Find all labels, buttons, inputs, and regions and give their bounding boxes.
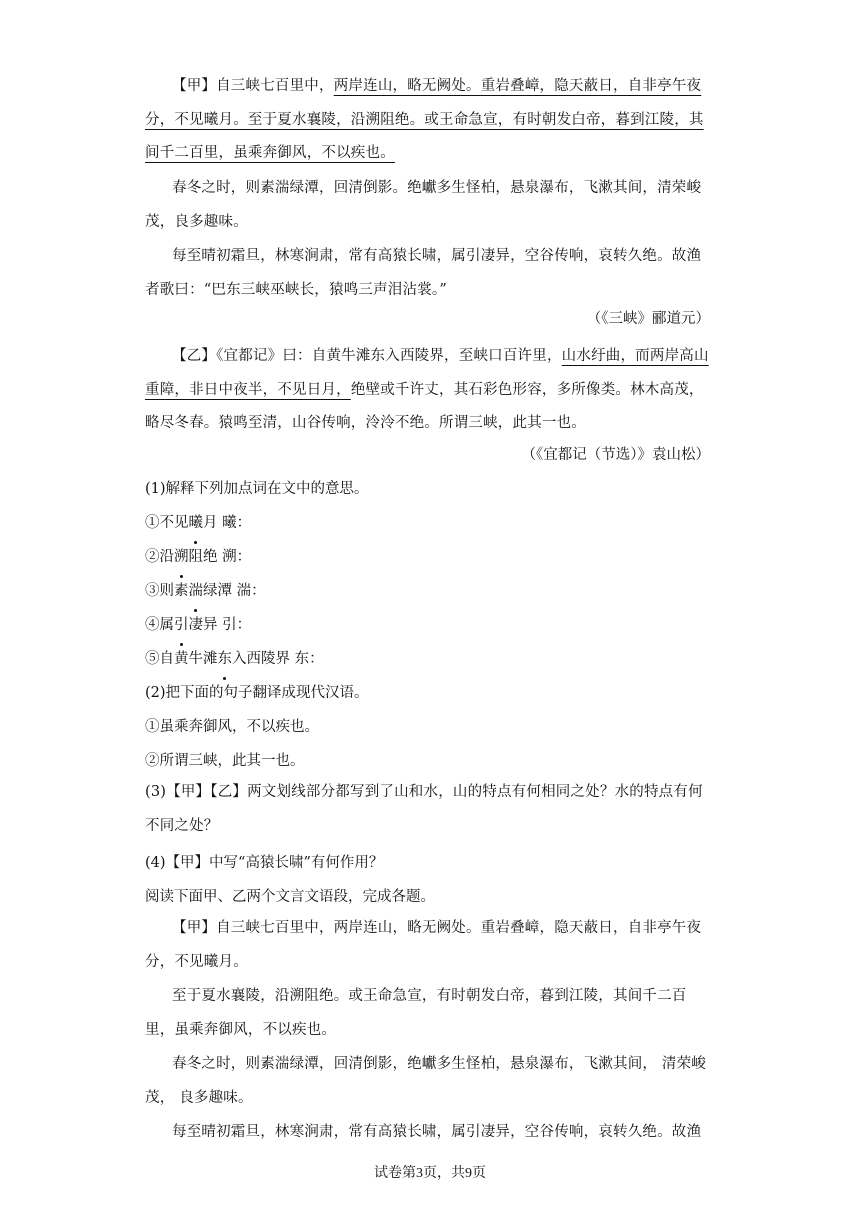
- question-1-item-1: ①不见曦月 曦：: [145, 508, 251, 538]
- yi-text-b: 绝壁或千许丈，其石彩色形容，多所像类。林木高茂，略尽冬春。猿鸣至清，山谷传响，泠泠不绝。所谓三峡，此其一也。: [145, 381, 704, 431]
- passage2-para3: 春冬之时，则素湍绿潭，回清倒影，绝巘多生怪柏，悬泉瀑布，飞漱其间， 清荣峻茂， 良多趣味。: [145, 1056, 707, 1106]
- question-2-item-2: ②所谓三峡，此其一也。: [145, 753, 305, 769]
- intro-second-passage: 阅读下面甲、乙两个文言文语段，完成各题。: [145, 889, 435, 905]
- passage1-para1: [145, 70, 715, 171]
- question-2-item-1: ①虽乘奔御风，不以疾也。: [145, 719, 319, 735]
- passage2-para1: 【甲】自三峡七百里中，两岸连山，略无阙处。重岩叠嶂，隐天蔽日，自非亭午夜分，不见曦月。: [145, 920, 702, 970]
- passage1-para2: 春冬之时，则素湍绿潭，回清倒影。绝巘多生怪柏，悬泉瀑布，飞漱其间，清荣峻茂，良多趣味。: [145, 180, 702, 230]
- page-footer: 试卷第3页，共9页: [374, 1166, 486, 1181]
- underlined-text-yi: 山水纡曲，而两岸高山重障，非日中夜半，不见日月，: [145, 348, 709, 398]
- question-1-item-3: ③则素湍绿潭 湍：: [145, 576, 266, 606]
- question-2: (2)把下面的句子翻译成现代汉语。: [145, 685, 369, 701]
- jia-label: 【甲】: [172, 78, 217, 94]
- passage1-para1-text: 自三峡七百里中，: [216, 78, 334, 94]
- yi-label: 【乙】: [172, 348, 217, 364]
- passage2-para2: 至于夏水襄陵，沿溯阻绝。或王命急宣，有时朝发白帝，暮到江陵，其间千二百里，虽乘奔御风，不以疾也。: [145, 988, 687, 1038]
- question-4: (4)【甲】中写“高猿长啸”有何作用？: [145, 855, 384, 871]
- question-1-item-2: ②沿溯阻绝 溯：: [145, 542, 251, 572]
- yi-text-a: 《宜都记》曰：自黄牛滩东入西陵界，至峡口百许里，: [216, 348, 562, 364]
- passage1-yi: [145, 340, 715, 441]
- passage1-para3: 每至晴初霜旦，林寒涧肃，常有高猿长啸，属引凄异，空谷传响，哀转久绝。故渔者歌曰：“巴东三峡巫峡长，猿鸣三声泪沾裳。”: [145, 248, 702, 298]
- question-1-item-4: ④属引凄异 引：: [145, 610, 251, 640]
- question-1-item-5: ⑤自黄牛滩东入西陵界 东：: [145, 644, 324, 674]
- question-3: (3)【甲】【乙】两文划线部分都写到了山和水，山的特点有何相同之处？水的特点有何不同之处？: [145, 784, 703, 834]
- source-citation-1: （《三峡》郦道元）: [586, 311, 710, 327]
- source-citation-2: （《宜都记（节选）》袁山松）: [521, 447, 710, 463]
- underlined-text-jia: 两岸连山，略无阙处。重岩叠嶂，隐天蔽日，自非亭午夜分，不见曦月。至于夏水襄陵，沿溯阻绝。或王命急宣，有时朝发白帝，暮到江陵，其间千二百里，虽乘奔御风，不以疾也。: [145, 78, 704, 161]
- question-1: (1)解释下列加点词在文中的意思。: [145, 481, 369, 497]
- passage2-para4: 每至晴初霜旦，林寒涧肃，常有高猿长啸，属引凄异，空谷传响，哀转久绝。故渔: [172, 1124, 702, 1140]
